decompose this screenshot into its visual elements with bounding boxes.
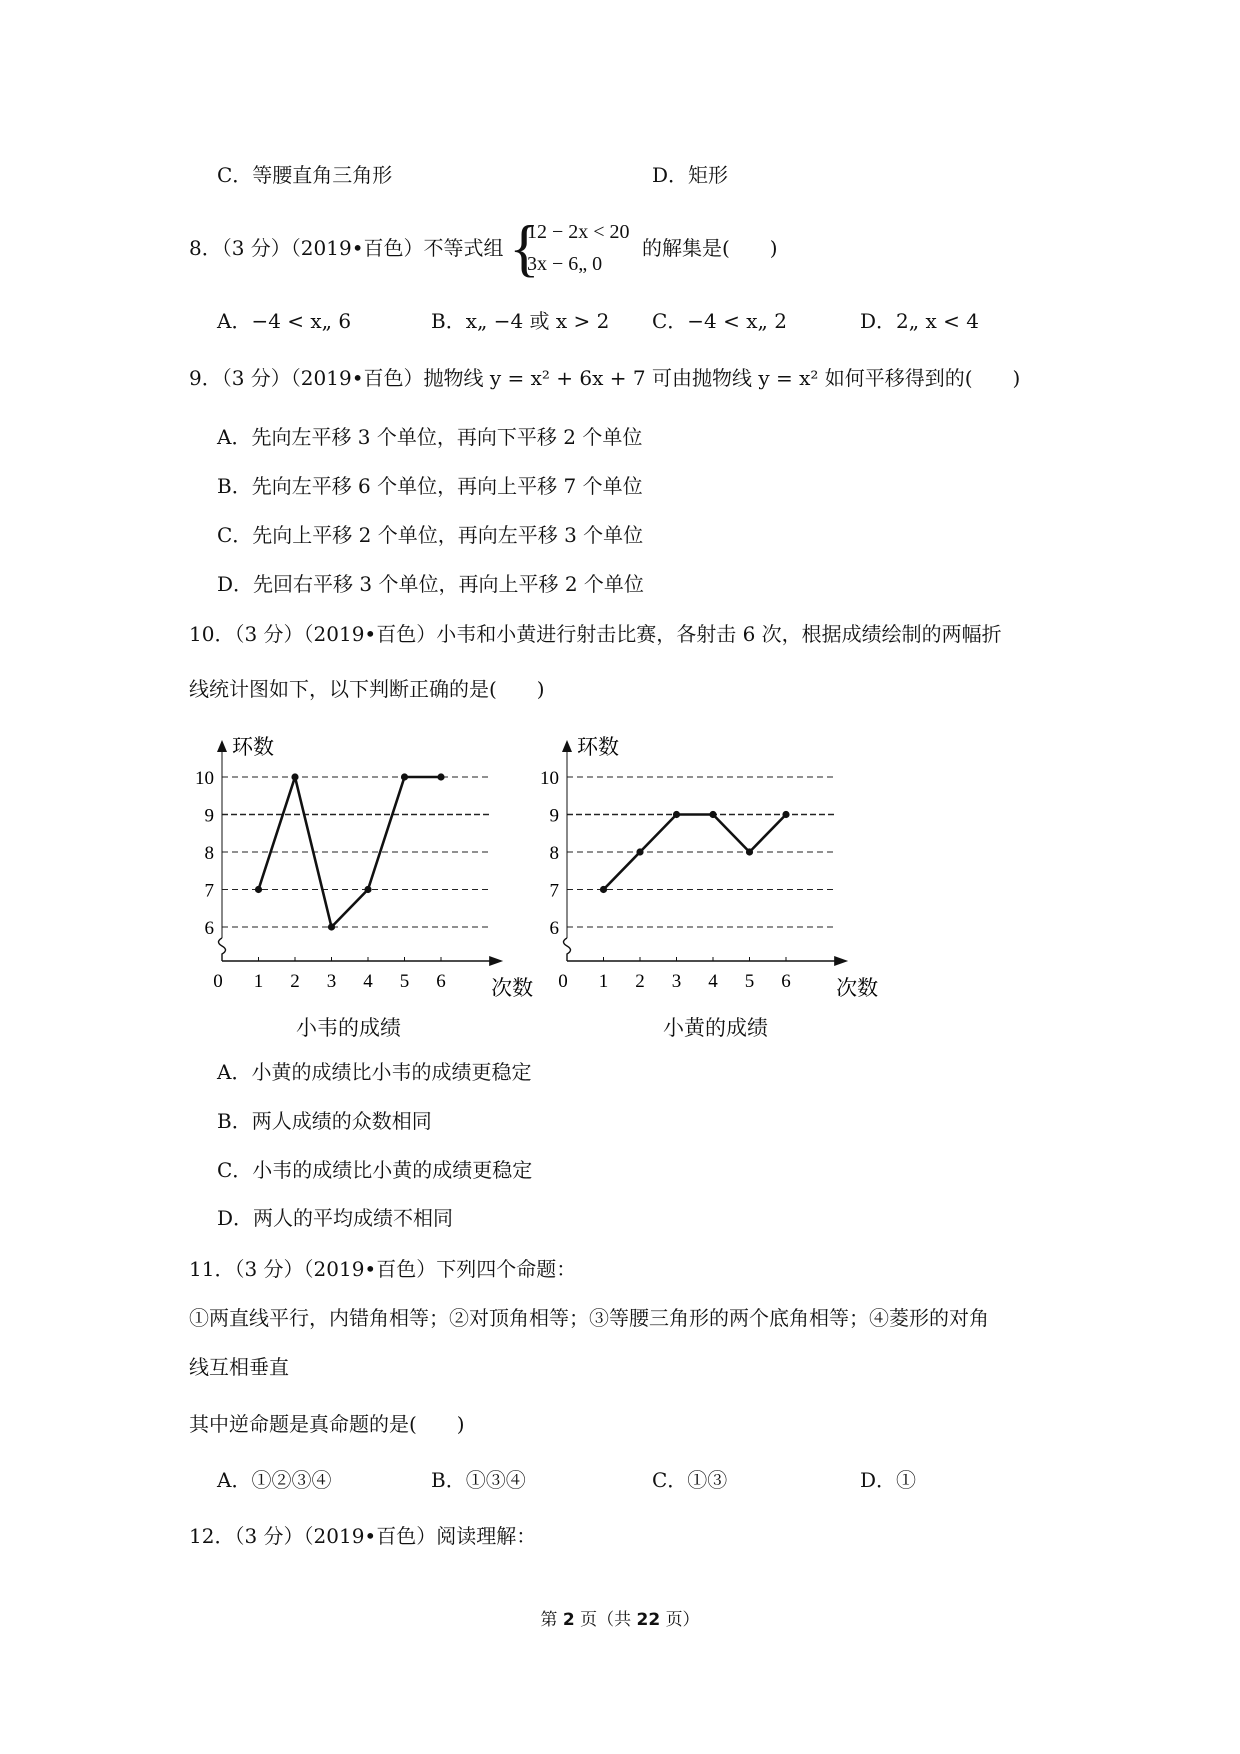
q10-option-a: A．小黄的成绩比小韦的成绩更稳定: [217, 1060, 532, 1084]
xiaowei-x-tick-6: 6: [436, 971, 446, 992]
xiaohuang-x-arrow: [834, 956, 848, 966]
xiaowei-x-tick-0: 0: [213, 971, 223, 992]
xiaohuang-x-tick-3: 3: [671, 971, 682, 992]
q9-option-b: B．先向左平移 6 个单位，再向上平移 7 个单位: [217, 474, 643, 498]
q10-stem-line2: 线统计图如下，以下判断正确的是( ): [189, 677, 545, 701]
chart-xiaowei: [195, 735, 533, 1000]
q11-body-line1: ①两直线平行，内错角相等；②对顶角相等；③等腰三角形的两个底角相等；④菱形的对角: [189, 1306, 989, 1330]
xiaowei-point-6: [437, 773, 444, 780]
xiaohuang-x-tick-0: 0: [558, 971, 568, 992]
q10-option-c: C．小韦的成绩比小黄的成绩更稳定: [217, 1158, 533, 1182]
footer-pre: 第: [540, 1610, 558, 1630]
xiaowei-x-tick-3: 3: [326, 971, 337, 992]
xiaohuang-x-tick-6: 6: [781, 971, 791, 992]
page-footer: [0, 1605, 1240, 1630]
q8-option-b: B．x„ −4 或 x > 2: [431, 309, 610, 333]
xiaohuang-y-tick-9: 9: [549, 805, 559, 827]
xiaohuang-x-tick-5: 5: [744, 971, 755, 992]
q9-option-d: D．先回右平移 3 个单位，再向上平移 2 个单位: [217, 572, 644, 596]
q10-stem-line1: 10．（3 分）（2019•百色）小韦和小黄进行射击比赛，各射击 6 次，根据成绩绘制的两幅折: [189, 622, 1002, 646]
q7-option-d: D．矩形: [652, 163, 729, 187]
xiaowei-x-arrow: [489, 956, 503, 966]
xiaowei-x-label: 次数: [491, 976, 534, 1000]
xiaohuang-y-arrow: [562, 740, 572, 752]
xiaowei-y-tick-10: 10: [195, 768, 214, 789]
xiaohuang-y-tick-10: 10: [540, 768, 559, 789]
xiaohuang-point-6: [782, 811, 789, 818]
q8-option-d: D．2„ x < 4: [860, 309, 979, 333]
xiaowei-point-1: [255, 886, 262, 893]
q8-system-line2: 3x − 6„ 0: [527, 253, 603, 275]
xiaowei-y-arrow: [217, 740, 227, 752]
xiaohuang-y-tick-7: 7: [549, 880, 559, 902]
xiaohuang-point-4: [709, 811, 716, 818]
q11-stem: 11．（3 分）（2019•百色）下列四个命题：: [189, 1257, 577, 1281]
q11-option-b: B．①③④: [431, 1468, 526, 1492]
xiaohuang-point-5: [746, 848, 753, 855]
xiaowei-x-tick-5: 5: [399, 971, 410, 992]
q11-option-d: D．①: [860, 1468, 917, 1492]
xiaowei-point-5: [401, 773, 408, 780]
q11-option-c: C．①③: [652, 1468, 728, 1492]
xiaowei-x-tick-4: 4: [363, 971, 373, 992]
q8-system-line1: 12 − 2x < 20: [527, 221, 630, 243]
xiaohuang-x-label: 次数: [836, 976, 879, 1000]
xiaohuang-point-2: [636, 848, 643, 855]
xiaowei-x-tick-1: 1: [253, 971, 264, 992]
xiaowei-y-label: 环数: [232, 735, 274, 759]
q11-body-line2: 线互相垂直: [189, 1355, 289, 1379]
q10-option-d: D．两人的平均成绩不相同: [217, 1206, 454, 1230]
q11-ask: 其中逆命题是真命题的是( ): [189, 1412, 465, 1436]
q12-stem: 12．（3 分）（2019•百色）阅读理解：: [189, 1524, 537, 1548]
xiaowei-y-tick-9: 9: [204, 805, 214, 827]
q8-brace: {: [509, 212, 540, 283]
q8-prefix: 8．（3 分）（2019•百色）不等式组: [189, 236, 504, 260]
xiaohuang-point-3: [673, 811, 680, 818]
footer-page-number: 2: [562, 1610, 575, 1630]
xiaohuang-point-1: [600, 886, 607, 893]
chart-title-xiaohuang: 小黄的成绩: [663, 1016, 768, 1040]
xiaowei-y-tick-7: 7: [204, 880, 214, 902]
xiaowei-axis-break: [219, 938, 226, 961]
xiaohuang-axis-break: [564, 938, 571, 961]
q11-option-a: A．①②③④: [217, 1468, 332, 1492]
xiaowei-point-3: [328, 923, 335, 930]
xiaohuang-y-tick-6: 6: [549, 918, 559, 939]
footer-total-pages: 22: [636, 1610, 661, 1630]
xiaohuang-y-tick-8: 8: [549, 843, 559, 864]
chart-xiaohuang: [540, 735, 878, 1000]
xiaowei-point-4: [364, 886, 371, 893]
footer-post: 页）: [665, 1610, 700, 1630]
footer-mid: 页（共: [580, 1610, 632, 1630]
q9-stem: 9．（3 分）（2019•百色）抛物线 y = x² + 6x + 7 可由抛物线 y = x² 如何平移得到的( ): [189, 366, 1021, 390]
q9-option-a: A．先向左平移 3 个单位，再向下平移 2 个单位: [217, 425, 643, 449]
q8-option-a: A．−4 < x„ 6: [217, 309, 352, 333]
xiaowei-y-tick-8: 8: [204, 843, 214, 864]
chart-title-xiaowei: 小韦的成绩: [296, 1016, 401, 1040]
q10-option-b: B．两人成绩的众数相同: [217, 1109, 432, 1133]
xiaowei-y-tick-6: 6: [204, 918, 214, 939]
xiaohuang-x-tick-4: 4: [708, 971, 718, 992]
xiaohuang-x-tick-2: 2: [635, 971, 645, 992]
xiaohuang-y-label: 环数: [577, 735, 619, 759]
xiaowei-point-2: [291, 773, 298, 780]
q8-option-c: C．−4 < x„ 2: [652, 309, 787, 333]
q9-option-c: C．先向上平移 2 个单位，再向左平移 3 个单位: [217, 523, 644, 547]
q7-option-c: C．等腰直角三角形: [217, 163, 393, 187]
xiaohuang-x-tick-1: 1: [598, 971, 609, 992]
xiaowei-x-tick-2: 2: [290, 971, 300, 992]
q8-suffix: 的解集是( ): [642, 236, 778, 260]
